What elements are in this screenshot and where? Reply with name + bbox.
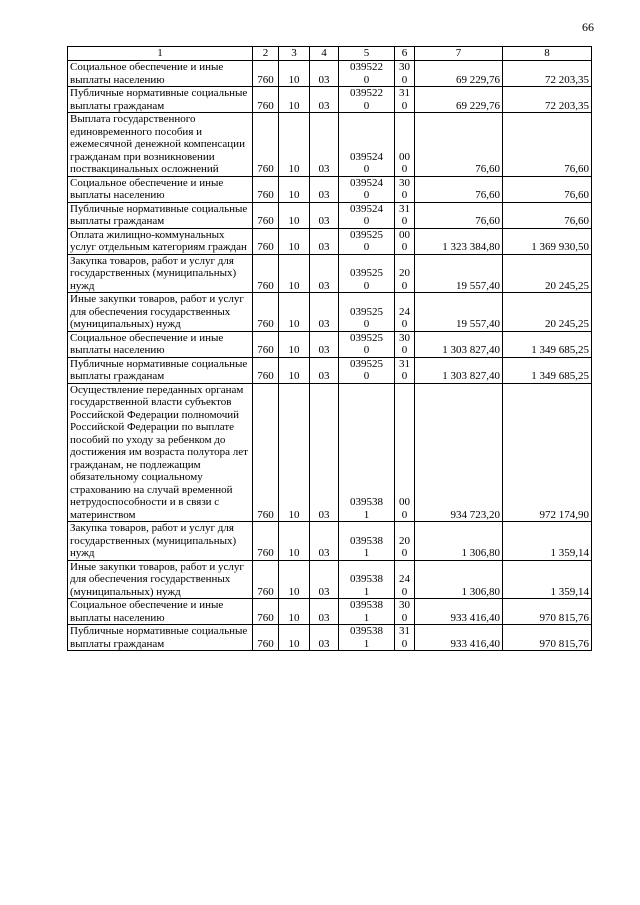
section-code-cell: 10	[279, 176, 310, 202]
section-code-cell: 10	[279, 625, 310, 651]
item-name-cell: Публичные нормативные социальные выплаты гражданам	[68, 625, 253, 651]
subsection-code-cell: 03	[310, 228, 339, 254]
amount-year1-cell: 933 416,40	[415, 599, 503, 625]
ministry-code-cell: 760	[253, 383, 279, 522]
amount-year2-cell: 972 174,90	[503, 383, 592, 522]
table-row	[68, 176, 592, 202]
ministry-code-cell: 760	[253, 176, 279, 202]
section-code-cell: 10	[279, 357, 310, 383]
expense-type-cell: 00 0	[395, 383, 415, 522]
amount-year2-cell: 72 203,35	[503, 87, 592, 113]
section-code-cell: 10	[279, 61, 310, 87]
ministry-code-cell: 760	[253, 357, 279, 383]
amount-year2-cell: 970 815,76	[503, 599, 592, 625]
expense-type-cell: 30 0	[395, 61, 415, 87]
amount-year1-cell: 76,60	[415, 176, 503, 202]
item-name-cell: Оплата жилищно-коммунальных услуг отдельным категориям граждан	[68, 228, 253, 254]
ministry-code-cell: 760	[253, 254, 279, 293]
target-article-cell: 039524 0	[339, 202, 395, 228]
ministry-code-cell: 760	[253, 293, 279, 332]
expense-type-cell: 31 0	[395, 87, 415, 113]
subsection-code-cell: 03	[310, 357, 339, 383]
ministry-code-cell: 760	[253, 228, 279, 254]
amount-year1-cell: 1 306,80	[415, 560, 503, 599]
amount-year2-cell: 76,60	[503, 202, 592, 228]
ministry-code-cell: 760	[253, 113, 279, 177]
target-article-cell: 039525 0	[339, 331, 395, 357]
table-row	[68, 331, 592, 357]
amount-year1-cell: 1 306,80	[415, 522, 503, 561]
target-article-cell: 039524 0	[339, 176, 395, 202]
target-article-cell: 039525 0	[339, 357, 395, 383]
item-name-cell: Социальное обеспечение и иные выплаты населению	[68, 599, 253, 625]
target-article-cell: 039522 0	[339, 87, 395, 113]
subsection-code-cell: 03	[310, 293, 339, 332]
expense-type-cell: 30 0	[395, 331, 415, 357]
expense-type-cell: 00 0	[395, 113, 415, 177]
expense-type-cell: 00 0	[395, 228, 415, 254]
table-row	[68, 202, 592, 228]
amount-year1-cell: 19 557,40	[415, 293, 503, 332]
subsection-code-cell: 03	[310, 61, 339, 87]
target-article-cell: 039538 1	[339, 599, 395, 625]
target-article-cell: 039522 0	[339, 61, 395, 87]
expense-type-cell: 20 0	[395, 522, 415, 561]
item-name-cell: Социальное обеспечение и иные выплаты населению	[68, 331, 253, 357]
page-number: 66	[582, 20, 594, 34]
header-cell: 4	[310, 47, 339, 61]
table-row	[68, 228, 592, 254]
item-name-cell: Закупка товаров, работ и услуг для государственных (муниципальных) нужд	[68, 254, 253, 293]
expense-type-cell: 20 0	[395, 254, 415, 293]
table-row	[68, 61, 592, 87]
subsection-code-cell: 03	[310, 176, 339, 202]
ministry-code-cell: 760	[253, 87, 279, 113]
ministry-code-cell: 760	[253, 599, 279, 625]
item-name-cell: Иные закупки товаров, работ и услуг для обеспечения государственных (муниципальных) нужд	[68, 560, 253, 599]
target-article-cell: 039525 0	[339, 228, 395, 254]
header-row	[68, 47, 592, 61]
amount-year1-cell: 69 229,76	[415, 61, 503, 87]
ministry-code-cell: 760	[253, 61, 279, 87]
section-code-cell: 10	[279, 560, 310, 599]
target-article-cell: 039538 1	[339, 625, 395, 651]
header-cell: 2	[253, 47, 279, 61]
expense-type-cell: 30 0	[395, 599, 415, 625]
subsection-code-cell: 03	[310, 87, 339, 113]
header-cell: 7	[415, 47, 503, 61]
section-code-cell: 10	[279, 599, 310, 625]
item-name-cell: Осуществление переданных органам государственной власти субъектов Российской Федерации полномочий Российской Федерации по выплате пособий по уходу за ребенком до достижения им возраста полутора лет гражданам, не подлежащим обязательному социальному страхованию на случай временной нетрудоспособности и в связи с материнством	[68, 383, 253, 522]
expense-type-cell: 24 0	[395, 560, 415, 599]
item-name-cell: Социальное обеспечение и иные выплаты населению	[68, 61, 253, 87]
amount-year2-cell: 76,60	[503, 176, 592, 202]
expense-type-cell: 31 0	[395, 202, 415, 228]
table-row	[68, 293, 592, 332]
ministry-code-cell: 760	[253, 331, 279, 357]
item-name-cell: Социальное обеспечение и иные выплаты населению	[68, 176, 253, 202]
header-cell: 3	[279, 47, 310, 61]
amount-year1-cell: 1 323 384,80	[415, 228, 503, 254]
table-row	[68, 522, 592, 561]
ministry-code-cell: 760	[253, 202, 279, 228]
amount-year2-cell: 970 815,76	[503, 625, 592, 651]
subsection-code-cell: 03	[310, 625, 339, 651]
item-name-cell: Публичные нормативные социальные выплаты гражданам	[68, 202, 253, 228]
amount-year1-cell: 934 723,20	[415, 383, 503, 522]
item-name-cell: Закупка товаров, работ и услуг для государственных (муниципальных) нужд	[68, 522, 253, 561]
section-code-cell: 10	[279, 383, 310, 522]
section-code-cell: 10	[279, 293, 310, 332]
section-code-cell: 10	[279, 113, 310, 177]
table-row	[68, 560, 592, 599]
target-article-cell: 039538 1	[339, 383, 395, 522]
expense-type-cell: 30 0	[395, 176, 415, 202]
table-row	[68, 625, 592, 651]
ministry-code-cell: 760	[253, 625, 279, 651]
target-article-cell: 039525 0	[339, 293, 395, 332]
header-cell: 1	[68, 47, 253, 61]
expense-type-cell: 24 0	[395, 293, 415, 332]
header-cell: 6	[395, 47, 415, 61]
table-body	[68, 61, 592, 651]
amount-year2-cell: 1 349 685,25	[503, 331, 592, 357]
section-code-cell: 10	[279, 202, 310, 228]
amount-year1-cell: 76,60	[415, 113, 503, 177]
section-code-cell: 10	[279, 228, 310, 254]
expense-type-cell: 31 0	[395, 625, 415, 651]
table-row	[68, 383, 592, 522]
section-code-cell: 10	[279, 87, 310, 113]
ministry-code-cell: 760	[253, 522, 279, 561]
table-row	[68, 113, 592, 177]
target-article-cell: 039525 0	[339, 254, 395, 293]
subsection-code-cell: 03	[310, 202, 339, 228]
subsection-code-cell: 03	[310, 331, 339, 357]
amount-year1-cell: 1 303 827,40	[415, 357, 503, 383]
amount-year1-cell: 933 416,40	[415, 625, 503, 651]
amount-year1-cell: 19 557,40	[415, 254, 503, 293]
subsection-code-cell: 03	[310, 522, 339, 561]
table-row	[68, 87, 592, 113]
item-name-cell: Публичные нормативные социальные выплаты гражданам	[68, 87, 253, 113]
amount-year2-cell: 1 359,14	[503, 522, 592, 561]
subsection-code-cell: 03	[310, 383, 339, 522]
amount-year2-cell: 20 245,25	[503, 293, 592, 332]
section-code-cell: 10	[279, 254, 310, 293]
amount-year1-cell: 76,60	[415, 202, 503, 228]
amount-year2-cell: 1 369 930,50	[503, 228, 592, 254]
amount-year2-cell: 76,60	[503, 113, 592, 177]
item-name-cell: Выплата государственного единовременного пособия и ежемесячной денежной компенсации гражданам при возникновении поствакцинальных осложнений	[68, 113, 253, 177]
amount-year2-cell: 20 245,25	[503, 254, 592, 293]
table-row	[68, 254, 592, 293]
table-row	[68, 357, 592, 383]
amount-year2-cell: 1 359,14	[503, 560, 592, 599]
section-code-cell: 10	[279, 522, 310, 561]
ministry-code-cell: 760	[253, 560, 279, 599]
subsection-code-cell: 03	[310, 560, 339, 599]
target-article-cell: 039538 1	[339, 560, 395, 599]
budget-table	[67, 46, 592, 651]
expense-type-cell: 31 0	[395, 357, 415, 383]
subsection-code-cell: 03	[310, 254, 339, 293]
amount-year2-cell: 1 349 685,25	[503, 357, 592, 383]
header-cell: 8	[503, 47, 592, 61]
item-name-cell: Иные закупки товаров, работ и услуг для обеспечения государственных (муниципальных) нужд	[68, 293, 253, 332]
amount-year2-cell: 72 203,35	[503, 61, 592, 87]
amount-year1-cell: 69 229,76	[415, 87, 503, 113]
subsection-code-cell: 03	[310, 113, 339, 177]
target-article-cell: 039538 1	[339, 522, 395, 561]
header-cell: 5	[339, 47, 395, 61]
subsection-code-cell: 03	[310, 599, 339, 625]
amount-year1-cell: 1 303 827,40	[415, 331, 503, 357]
target-article-cell: 039524 0	[339, 113, 395, 177]
section-code-cell: 10	[279, 331, 310, 357]
item-name-cell: Публичные нормативные социальные выплаты гражданам	[68, 357, 253, 383]
table-row	[68, 599, 592, 625]
